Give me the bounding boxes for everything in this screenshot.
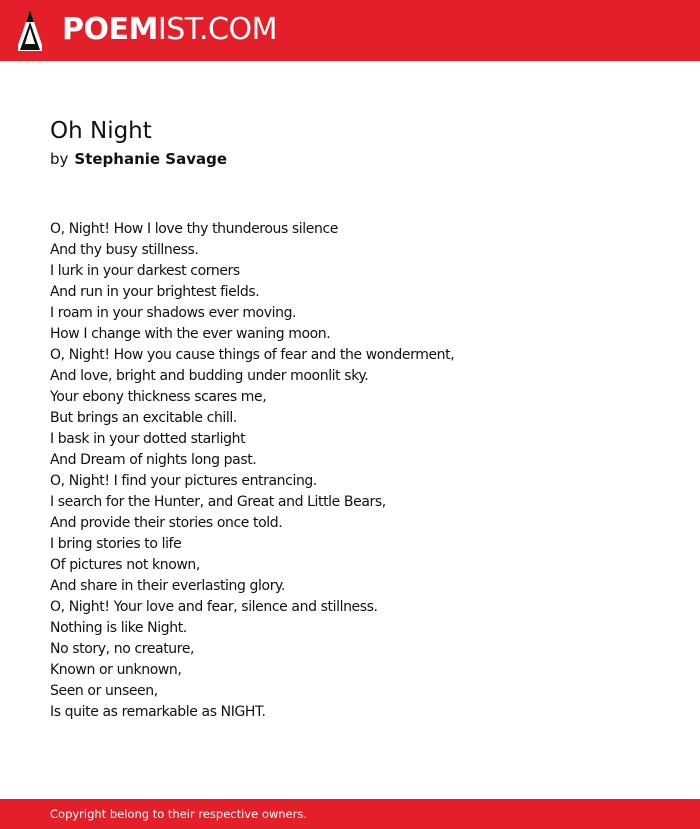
poem-line: Known or unknown,: [50, 662, 182, 678]
site-header: [0, 0, 700, 61]
site-logo-wordmark[interactable]: [62, 12, 277, 48]
poem-line: Seen or unseen,: [50, 683, 158, 699]
by-label: by: [50, 150, 69, 168]
poem-line: No story, no creature,: [50, 641, 195, 657]
poem-line: And share in their everlasting glory.: [50, 578, 285, 594]
poem-line: O, Night! How you cause things of fear and the wonderment,: [50, 347, 455, 363]
poem-line: O, Night! How I love thy thunderous silence: [50, 221, 338, 237]
poem-line: I roam in your shadows ever moving.: [50, 305, 297, 321]
poem-title: Oh Night: [50, 118, 152, 144]
poem-line: I bring stories to life: [50, 536, 182, 552]
poem-line: And love, bright and budding under moonlit sky.: [50, 368, 369, 384]
poem-line: O, Night! Your love and fear, silence and stillness.: [50, 599, 378, 615]
poem-line: Nothing is like Night.: [50, 620, 187, 636]
poem-line: I lurk in your darkest corners: [50, 263, 240, 279]
poem-line: I bask in your dotted starlight: [50, 431, 246, 447]
copyright-text: Copyright belong to their respective owners.: [50, 807, 308, 821]
poem-line: I search for the Hunter, and Great and Little Bears,: [50, 494, 386, 510]
poem-line: And thy busy stillness.: [50, 242, 199, 258]
poem-line: But brings an excitable chill.: [50, 410, 237, 426]
poem-byline: [50, 149, 227, 169]
poem-line: How I change with the ever waning moon.: [50, 326, 331, 342]
poem-line: And run in your brightest fields.: [50, 284, 260, 300]
pencil-tip-icon[interactable]: [18, 10, 42, 51]
poem-line: And provide their stories once told.: [50, 515, 283, 531]
poem-body: [50, 219, 670, 723]
poem-line: Your ebony thickness scares me,: [50, 389, 267, 405]
poem-line: O, Night! I find your pictures entrancing.: [50, 473, 317, 489]
poem-line: Is quite as remarkable as NIGHT.: [50, 704, 266, 720]
poem-line: Of pictures not known,: [50, 557, 200, 573]
site-footer: [0, 799, 700, 829]
brand-light-text: IST.COM: [157, 12, 277, 47]
author-name: Stephanie Savage: [74, 150, 228, 168]
brand-bold-text: POEM: [62, 12, 158, 47]
poem-line: And Dream of nights long past.: [50, 452, 257, 468]
